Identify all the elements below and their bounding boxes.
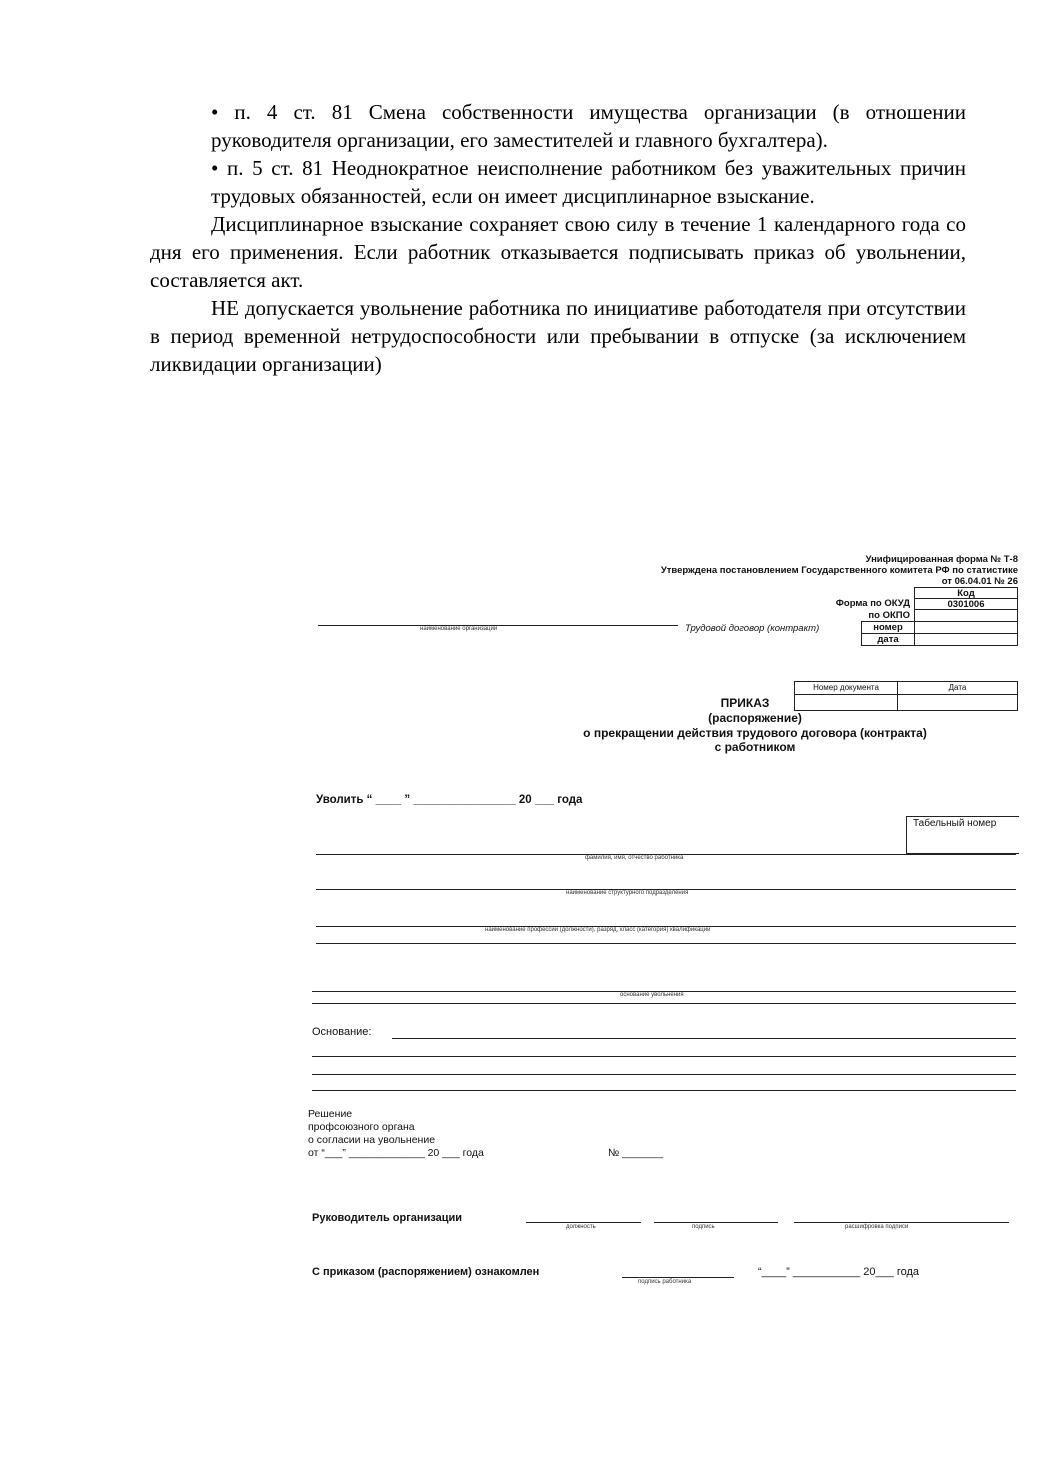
- dismissal-order-form: [300, 548, 1020, 1298]
- ack-date: “____” ___________ 20___ года: [758, 1266, 920, 1278]
- head-position-line: [526, 1222, 641, 1223]
- paragraph-bullet-2: • п. 5 ст. 81 Неоднократное неисполнение работником без уважительных причин трудовых обязанностей, если он имеет дисциплинарное взыскание.: [211, 156, 966, 208]
- union-line1: Решение: [308, 1108, 353, 1120]
- ack-signature-caption: подпись работника: [638, 1279, 692, 1285]
- paragraph-discipline: Дисциплинарное взыскание сохраняет свою силу в течение 1 календарного года со дня его применения. Если работник отказывается подписывать приказ об увольнении, составляется акт.: [150, 212, 966, 292]
- basis-line-4: [312, 1090, 1016, 1091]
- ack-label: С приказом (распоряжением) ознакомлен: [312, 1266, 540, 1278]
- organization-line: [318, 625, 678, 626]
- head-decode-line: [794, 1222, 1009, 1223]
- profession-line-2: [316, 943, 1016, 944]
- head-decode-caption: расшифровка подписи: [845, 1224, 909, 1230]
- number-label: номер: [861, 621, 915, 634]
- basis-line-3: [312, 1074, 1016, 1075]
- order-title: ПРИКАЗ: [720, 696, 770, 710]
- form-header-line1: Унифицированная форма № Т-8: [865, 554, 1018, 565]
- reason-caption: основание увольнения: [620, 992, 684, 998]
- order-subject-line2: с работником: [714, 740, 796, 754]
- head-signature-line: [654, 1222, 778, 1223]
- order-subject: о прекращении действия трудового договора (контракта): [583, 726, 927, 740]
- contract-date-cell: [914, 633, 1018, 646]
- basis-line-1: [392, 1038, 1016, 1039]
- union-date-line: от “___” _____________ 20 ___ года: [308, 1147, 484, 1159]
- form-header-line2: Утверждена постановлением Государственного комитета РФ по статистике: [660, 565, 1018, 576]
- form-header-line3: от 06.04.01 № 26: [941, 576, 1018, 587]
- profession-caption: наименование профессии (должности), разряд, класс (категория) квалификации: [485, 927, 711, 933]
- okud-label: Форма по ОКУД: [835, 598, 910, 609]
- date-label: дата: [861, 633, 915, 646]
- head-signature-caption: подпись: [692, 1224, 715, 1230]
- code-header: Код: [914, 587, 1018, 599]
- paragraph-prohibition: НЕ допускается увольнение работника по инициативе работодателя при отсутствии в период временной нетрудоспособности или пребывании в отпуске (за исключением ликвидации организации): [150, 296, 966, 376]
- doc-number-header: Номер документа: [794, 681, 898, 695]
- doc-number-cell: [794, 694, 898, 711]
- organization-caption: наименование организации: [420, 626, 498, 632]
- paragraph-bullet-1: • п. 4 ст. 81 Смена собственности имущества организации (в отношении руководителя организации, его заместителей и главного бухгалтера).: [211, 100, 966, 152]
- okpo-label: по ОКПО: [868, 610, 910, 621]
- contract-label: Трудовой договор (контракт): [685, 623, 820, 634]
- doc-date-cell: [897, 694, 1018, 711]
- head-label: Руководитель организации: [312, 1212, 463, 1224]
- doc-date-header: Дата: [897, 681, 1018, 695]
- dismiss-date-line: Уволить “ ____ ” ________________ 20 ___ года: [316, 794, 583, 806]
- union-line2: профсоюзного органа: [308, 1121, 415, 1133]
- ack-signature-line: [622, 1277, 734, 1278]
- union-number: № _______: [608, 1147, 664, 1159]
- order-subtitle: (распоряжение): [708, 711, 802, 725]
- okud-value: 0301006: [914, 598, 1018, 610]
- union-line3: о согласии на увольнение: [308, 1134, 436, 1146]
- reason-line-2: [312, 1003, 1016, 1004]
- tab-number-label: Табельный номер: [913, 818, 997, 829]
- basis-line-2: [312, 1056, 1016, 1057]
- employee-name-caption: фамилия, имя, отчество работника: [585, 855, 684, 861]
- body-text: [150, 98, 966, 378]
- head-position-caption: должность: [566, 1224, 596, 1230]
- basis-label: Основание:: [312, 1026, 372, 1038]
- department-caption: наименование структурного подразделения: [566, 890, 689, 896]
